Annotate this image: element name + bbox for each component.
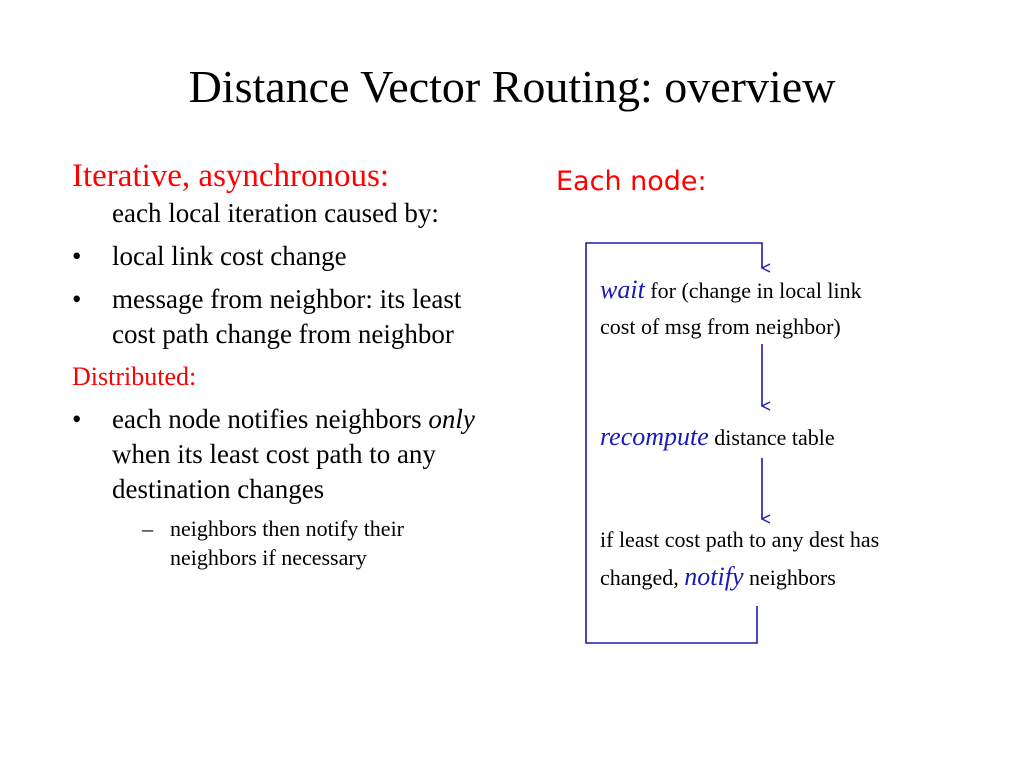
recompute-step — [600, 417, 835, 457]
bullet-text-post: when its least cost path to any destination changes — [112, 439, 436, 505]
bullet-text: message from neighbor: its least cost path change from neighbor — [112, 284, 462, 350]
recompute-word: recompute — [600, 422, 709, 451]
intro-text: each local iteration caused by: — [112, 197, 439, 228]
bullet-text: local link cost change — [112, 241, 347, 272]
wait-step — [600, 270, 862, 344]
bullet-mark: • — [72, 284, 82, 315]
wait-rest1: for (change in local link — [644, 278, 862, 303]
slide-title: Distance Vector Routing: overview — [188, 61, 836, 112]
bullet-text-pre: each node notifies neighbors — [112, 404, 429, 435]
notify-line2 — [600, 557, 879, 597]
notify-word: notify — [684, 562, 744, 592]
each-node-heading: Each node: — [556, 166, 707, 197]
wait-line1 — [600, 270, 862, 310]
notify-post: neighbors — [743, 565, 836, 591]
notify-step — [600, 523, 879, 597]
emphasis-only: only — [428, 404, 475, 435]
sub-bullet-text: neighbors then notify their neighbors if necessary — [170, 516, 405, 570]
notify-pre: changed, — [600, 565, 685, 591]
bullet-mark: • — [72, 241, 82, 272]
recompute-rest: distance table — [708, 425, 835, 450]
heading-iterative: Iterative, asynchronous: — [72, 158, 390, 194]
notify-line1: if least cost path to any dest has — [600, 527, 880, 552]
wait-line2: cost of msg from neighbor) — [600, 314, 841, 340]
bullet-mark: • — [72, 404, 82, 435]
heading-distributed: Distributed: — [72, 362, 197, 392]
sub-bullet-mark: – — [142, 516, 153, 542]
wait-word: wait — [600, 275, 645, 304]
